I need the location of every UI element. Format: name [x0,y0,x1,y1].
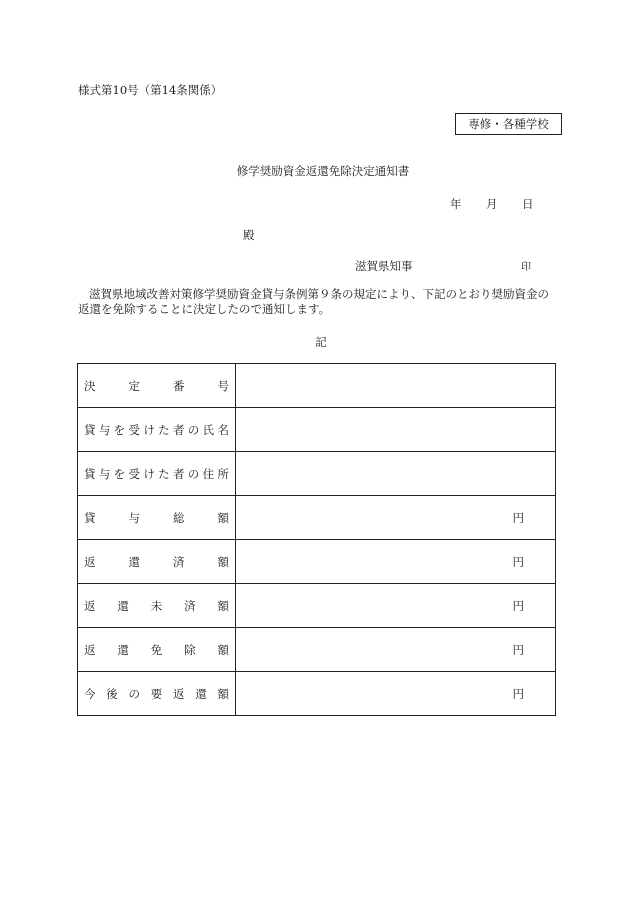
row-value-cell [236,540,556,584]
yen-unit: 円 [512,510,524,525]
addressee-honorific: 殿 [243,228,255,242]
row-label: 返 還 未 済 額 [84,598,229,613]
row-label: 貸 与 を 受 け た 者 の 氏 名 [84,422,229,437]
table-row [78,408,556,452]
date-day: 日 [522,197,534,211]
row-label: 決 定 番 号 [84,378,229,393]
body-text: 滋賀県地域改善対策修学奨励資金貸与条例第９条の規定により、下記のとおり奨励資金の返還を免除することに決定したので通知します。 [78,287,549,316]
info-table [77,363,556,716]
table-row [78,496,556,540]
seal-mark: 印 [521,262,531,273]
row-label-cell [78,584,236,628]
row-value-cell [236,672,556,716]
row-label: 返 還 済 額 [84,554,229,569]
row-label: 貸 与 を 受 け た 者 の 住 所 [84,466,229,481]
row-label-cell [78,540,236,584]
yen-unit: 円 [512,642,524,657]
row-label: 今 後 の 要 返 還 額 [84,686,229,701]
table-row [78,540,556,584]
table-row [78,672,556,716]
yen-unit: 円 [512,686,524,701]
row-value-cell [236,452,556,496]
row-value-cell [236,584,556,628]
date-month: 月 [486,197,498,211]
row-label-cell [78,452,236,496]
yen-unit: 円 [512,554,524,569]
row-label: 返 還 免 除 額 [84,642,229,657]
yen-unit: 円 [512,598,524,613]
row-value-cell [236,496,556,540]
ki-heading: 記 [315,335,327,349]
row-value-cell [236,408,556,452]
document-title: 修学奨励資金返還免除決定通知書 [236,164,410,178]
sender: 滋賀県知事 [355,259,413,273]
table-row [78,364,556,408]
school-type-box: 専修・各種学校 [455,113,562,135]
row-label: 貸 与 総 額 [84,510,229,525]
date-year: 年 [450,197,462,211]
row-label-cell [78,672,236,716]
row-value-cell [236,364,556,408]
form-number: 様式第10号（第14条関係） [78,83,223,97]
row-label-cell [78,364,236,408]
row-label-cell [78,496,236,540]
table-row [78,452,556,496]
row-label-cell [78,408,236,452]
row-label-cell [78,628,236,672]
row-value-cell [236,628,556,672]
table-row [78,584,556,628]
table-row [78,628,556,672]
